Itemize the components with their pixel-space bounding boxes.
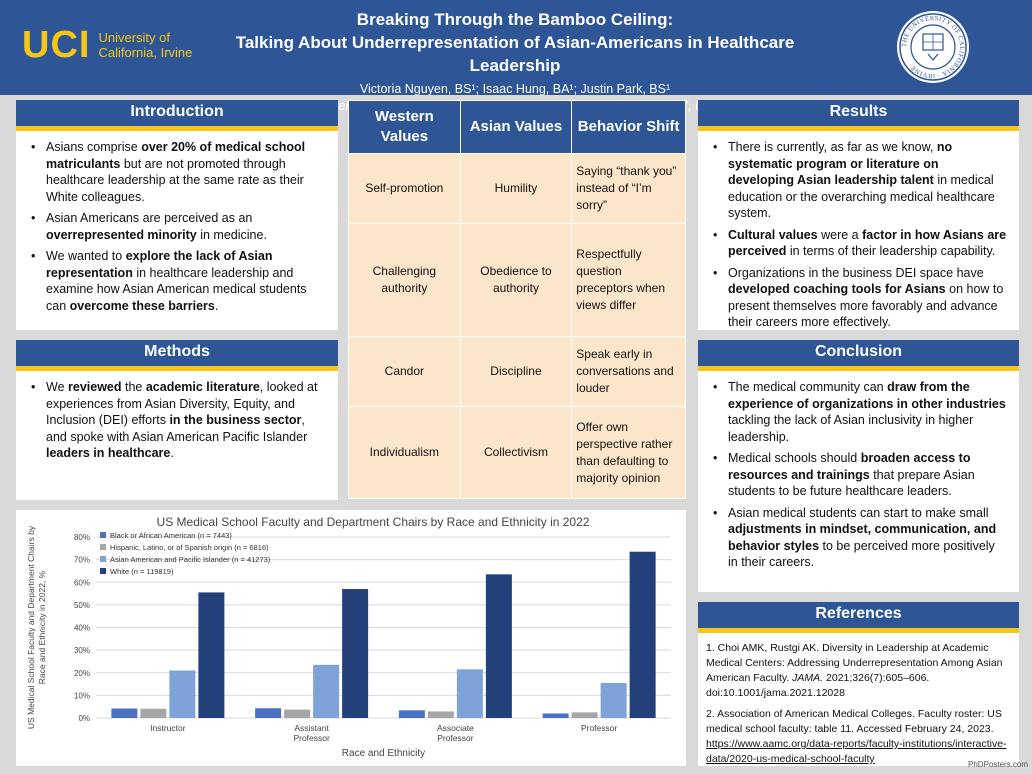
chart-bar [313, 665, 339, 718]
results-title: Results [698, 100, 1019, 131]
poster-title-line2: Talking About Underrepresentation of Asian-Americans in Healthcare Leadership [235, 33, 795, 75]
table-header-western: Western Values [349, 101, 461, 154]
chart-bar [111, 708, 137, 718]
svg-text:THE UNIVERSITY OF CALIFORNIA ·: THE UNIVERSITY OF CALIFORNIA · IRVINE [900, 14, 966, 80]
chart-y-tick-label: 40% [73, 623, 90, 633]
table-cell: Offer own perspective rather than defaulting to majority opinion [572, 407, 686, 499]
table-cell: Speak early in conversations and louder [572, 337, 686, 407]
chart-x-tick-label: Assistant Professor [293, 723, 330, 743]
chart-y-tick-label: 60% [73, 578, 90, 588]
chart-title: US Medical School Faculty and Department Chairs by Race and Ethnicity in 2022 [156, 515, 590, 529]
table-header-row [349, 101, 686, 154]
table-cell: Individualism [349, 407, 461, 499]
chart-legend-label: Hispanic, Latino, or of Spanish origin (n = 6816) [110, 543, 269, 552]
chart-bar [543, 713, 569, 718]
table-cell: Challenging authority [349, 224, 461, 337]
table-header-behavior: Behavior Shift [572, 101, 686, 154]
chart-bar [399, 710, 425, 718]
chart-bar [486, 574, 512, 718]
uci-logo [22, 26, 192, 64]
values-table [348, 100, 686, 499]
university-seal-icon [896, 10, 970, 84]
chart-legend-swatch [100, 532, 106, 538]
introduction-title: Introduction [16, 100, 338, 131]
table-row [349, 154, 686, 224]
chart-legend-swatch [100, 544, 106, 550]
chart-bar [198, 592, 224, 718]
methods-body [16, 371, 338, 473]
results-body [698, 131, 1019, 342]
introduction-panel [16, 100, 338, 330]
table-row [349, 337, 686, 407]
references-title: References [698, 602, 1019, 633]
introduction-body [16, 131, 338, 325]
chart-legend-swatch [100, 568, 106, 574]
chart-bar [169, 670, 195, 718]
chart-bar [457, 669, 483, 718]
chart-bar [630, 552, 656, 718]
table-cell: Obedience to authority [460, 224, 572, 337]
results-panel [698, 100, 1019, 330]
conclusion-bullet: • The medical community can draw from the experience of organizations in other industries tackling the lack of Asian inclusivity in higher leadership. [710, 379, 1007, 445]
table-cell: Discipline [460, 337, 572, 407]
chart-legend-label: Black or African American (n = 7443) [110, 531, 232, 540]
chart-y-tick-label: 0% [78, 714, 90, 723]
results-bullet: • Organizations in the business DEI space have developed coaching tools for Asians on how to present themselves more favorably and advance their careers more effectively. [710, 265, 1007, 331]
table-cell: Humility [460, 154, 572, 224]
phdposters-credit: PhDPosters.com [968, 760, 1029, 769]
affiliation: ¹University [309, 99, 369, 113]
table-cell: Self-promotion [349, 154, 461, 224]
chart-panel [16, 510, 686, 766]
chart-y-tick-label: 80% [73, 533, 90, 542]
chart-y-tick-label: 50% [73, 600, 90, 610]
uci-logo-sub-line1: University of [98, 30, 170, 45]
table-row [349, 407, 686, 499]
introduction-bullet: • Asian Americans are perceived as an overrepresented minority in medicine. [28, 210, 326, 243]
chart-bar [140, 709, 166, 718]
chart-y-tick-label: 70% [73, 555, 90, 565]
chart-bar [601, 683, 627, 718]
conclusion-bullet: • Medical schools should broaden access to resources and trainings that prepare Asian students to be future healthcare leaders. [710, 450, 1007, 500]
table-header-asian: Asian Values [460, 101, 572, 154]
chart-y-tick-label: 30% [73, 646, 90, 656]
faculty-bar-chart [16, 510, 686, 766]
uci-logo-sub-line2: California, Irvine [98, 45, 193, 60]
chart-bar [255, 708, 281, 718]
chart-y-axis-label: US Medical School Faculty and Department Chairs byRace and Ethnicity in 2022, % [26, 525, 47, 730]
table-row [349, 224, 686, 337]
reference-item: 1. Choi AMK, Rustgi AK. Diversity in Leadership at Academic Medical Centers: Addressing Underrepresentation Among Asian American Faculty. JAMA. 2021;326(7):605–606. doi:10.1001/jama.2021.12028 [706, 642, 1003, 699]
references-panel [698, 602, 1019, 766]
authors: Victoria Nguyen, BS¹; Isaac Hung, BA¹; Justin Park, BS¹ [359, 82, 671, 96]
table-cell: Saying “thank you” instead of “I’m sorry” [572, 154, 686, 224]
results-bullet: • Cultural values were a factor in how Asians are perceived in terms of their leadership capability. [710, 227, 1007, 260]
conclusion-panel [698, 340, 1019, 592]
uci-logo-subtext [98, 30, 192, 60]
references-body [698, 633, 1019, 774]
chart-legend-label: White (n = 119819) [110, 567, 174, 576]
poster-title-line1: Breaking Through the Bamboo Ceiling: [356, 10, 674, 29]
introduction-bullet: • Asians comprise over 20% of medical school matriculants but are not promoted through healthcare leadership at the same rate as their White colleagues. [28, 139, 326, 205]
methods-bullet: • We reviewed the academic literature, looked at experiences from Asian Diversity, Equity, and Inclusion (DEI) efforts in the business sector, and spoke with Asian American Pacific Islander leaders in healthcare. [28, 379, 326, 462]
chart-legend-swatch [100, 556, 106, 562]
table-cell: Candor [349, 337, 461, 407]
chart-bar [428, 711, 454, 718]
table-cell: Respectfully question preceptors when views differ [572, 224, 686, 337]
chart-x-tick-label: Professor [580, 723, 618, 733]
chart-x-axis-label: Race and Ethnicity [341, 748, 426, 759]
results-bullet: • There is currently, as far as we know, no systematic program or literature on developing Asian leadership talent in medical education or the overarching medical healthcare system. [710, 139, 1007, 222]
title-block [190, 8, 840, 115]
introduction-bullet: • We wanted to explore the lack of Asian representation in healthcare leadership and examine how Asian American medical students can overcome these barriers. [28, 248, 326, 314]
chart-y-tick-label: 10% [73, 691, 90, 701]
uci-logo-text: UCI [22, 24, 91, 66]
methods-panel [16, 340, 338, 500]
conclusion-bullet: • Asian medical students can start to make small adjustments in mindset, communication, and behavior styles to be perceived more positively in their careers. [710, 505, 1007, 571]
conclusion-title: Conclusion [698, 340, 1019, 371]
chart-x-tick-label: Associate Professor [436, 723, 474, 743]
chart-legend-label: Asian American and Pacific Islander (n = 41273) [110, 555, 271, 564]
conclusion-body [698, 371, 1019, 582]
methods-title: Methods [16, 340, 338, 371]
chart-bar [572, 712, 598, 718]
reference-link[interactable]: https://www.aamc.org/data-reports/faculty-institutions/interactive-data/2020-us-medical-school-faculty [706, 738, 1007, 765]
chart-y-tick-label: 20% [73, 668, 90, 678]
reference-item: 2. Association of American Medical Colleges. Faculty roster: US medical school faculty: table 11. Accessed February 24, 2023. https://www.aamc.org/data-reports/faculty-institutions/interactive-data/2020-us-medical-school-faculty [706, 708, 1007, 765]
table-cell: Collectivism [460, 407, 572, 499]
chart-x-tick-label: Instructor [150, 723, 186, 733]
chart-bar [342, 589, 368, 718]
chart-bar [284, 710, 310, 718]
